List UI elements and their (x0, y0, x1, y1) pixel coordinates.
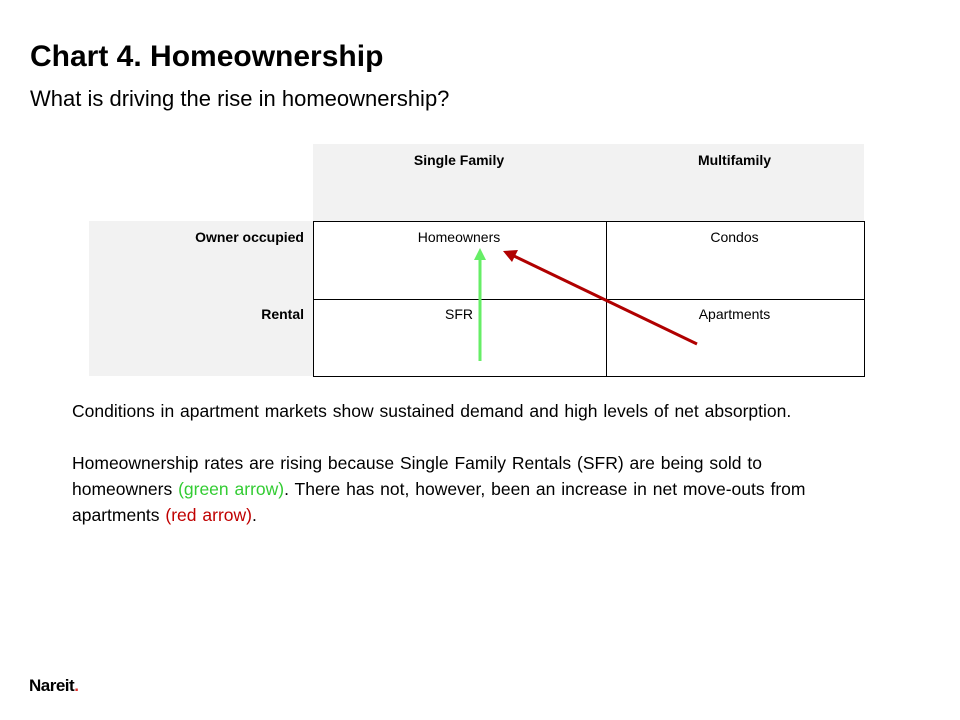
red-arrow-label: (red arrow) (165, 505, 252, 525)
logo-mark: . (74, 676, 79, 695)
page-subtitle: What is driving the rise in homeownership? (30, 86, 450, 111)
paragraph2-text-b: . There has not, however, been an increase in net move-outs from apartments (72, 479, 806, 525)
cell-condos: Condos (710, 229, 759, 245)
red-arrow (503, 250, 697, 344)
logo-text: Nareit (29, 676, 75, 695)
cell-apartments: Apartments (698, 306, 771, 322)
green-arrow (474, 248, 486, 361)
cell-sfr: SFR (445, 306, 473, 322)
paragraph2-text-end: . (251, 505, 257, 525)
paragraph-homeownership-rates (72, 450, 842, 528)
row-header-owner-occupied: Owner occupied (195, 229, 304, 245)
nareit-logo (29, 676, 78, 696)
paragraph-apartment-conditions: Conditions in apartment markets show sustained demand and high levels of net absorption. (72, 401, 792, 421)
column-header-multifamily: Multifamily (697, 152, 772, 168)
paragraph2-text-a: Homeownership rates are rising because Single Family Rentals (SFR) are being sold to homeowners (72, 453, 762, 499)
row-header-rental: Rental (261, 306, 304, 322)
page-title: Chart 4. Homeownership (30, 40, 384, 73)
body-text (72, 398, 842, 554)
column-header-single-family: Single Family (413, 152, 505, 168)
cell-homeowners: Homeowners (417, 229, 501, 245)
green-arrow-label: (green arrow) (178, 479, 285, 499)
